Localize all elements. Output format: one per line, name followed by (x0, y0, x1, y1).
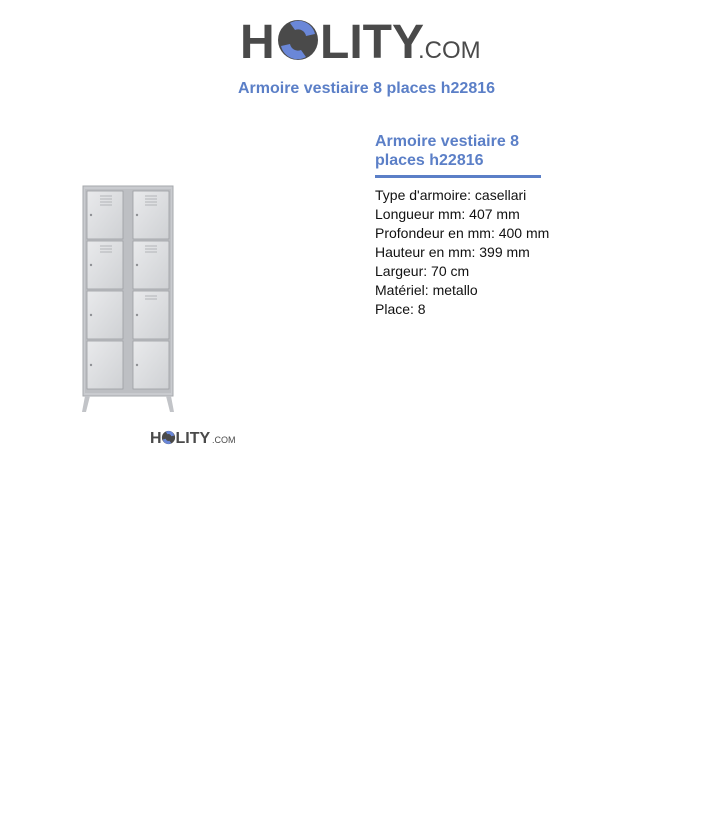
svg-text:LITY: LITY (320, 16, 424, 69)
svg-text:H: H (150, 430, 162, 447)
spec-width: Largeur: 70 cm (375, 263, 470, 279)
svg-text:.COM: .COM (418, 37, 481, 64)
spec-depth: Profondeur en mm: 400 mm (375, 225, 550, 241)
svg-text:LITY: LITY (175, 430, 211, 447)
product-specs-list (375, 186, 549, 319)
spec-places: Place: 8 (375, 301, 426, 317)
holity-logo-small (150, 427, 238, 447)
spec-height: Hauteur en mm: 399 mm (375, 244, 530, 260)
spec-material: Matériel: metallo (375, 282, 478, 298)
locker-cabinet-image (78, 182, 178, 418)
spec-type: Type d'armoire: casellari (375, 187, 527, 203)
product-title: Armoire vestiaire 8 places h22816 (375, 132, 541, 178)
svg-text:.COM: .COM (212, 435, 236, 445)
spec-length: Longueur mm: 407 mm (375, 206, 520, 222)
document-title: Armoire vestiaire 8 places h22816 (237, 80, 496, 97)
holity-logo[interactable] (240, 10, 485, 70)
svg-text:H: H (240, 16, 275, 69)
